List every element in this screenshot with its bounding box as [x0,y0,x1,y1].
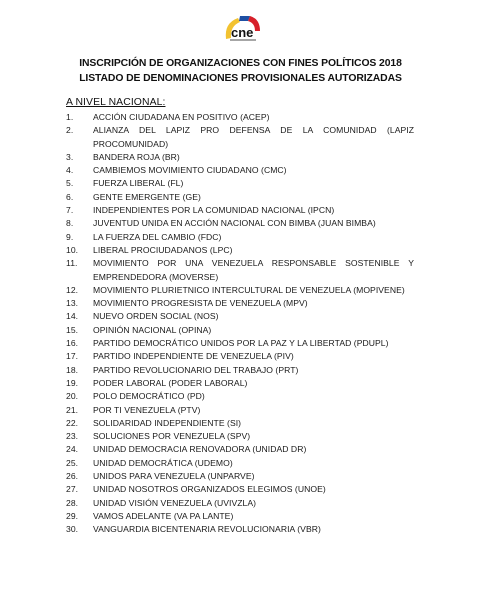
item-number: 4. [66,165,74,176]
list-item [66,111,414,124]
item-text: UNIDAD DEMOCRÁTICA (UDEMO) [93,457,233,468]
list-item [66,297,414,310]
item-text: PARTIDO INDEPENDIENTE DE VENEZUELA (PIV) [93,351,294,362]
list-item [66,244,414,257]
item-number: 1. [66,112,74,122]
item-text: OPINIÓN NACIONAL (OPINA) [93,324,212,335]
svg-text:cne: cne [231,25,254,40]
item-text: PARTIDO REVOLUCIONARIO DEL TRABAJO (PRT) [93,364,299,375]
item-text: UNIDAD NOSOTROS ORGANIZADOS ELEGIMOS (UNOE) [93,484,326,495]
item-number: 30. [66,524,79,535]
item-text: CAMBIEMOS MOVIMIENTO CIUDADANO (CMC) [93,165,287,176]
item-number: 29. [66,510,79,521]
list-item [66,457,414,470]
item-text: POR TI VENEZUELA (PTV) [93,404,201,415]
item-number: 3. [66,151,74,162]
item-number: 19. [66,377,79,388]
item-text: VAMOS ADELANTE (VA PA LANTE) [93,510,234,521]
item-text: NUEVO ORDEN SOCIAL (NOS) [93,311,219,322]
cne-logo-icon [222,13,264,51]
list-item [66,404,414,417]
section-title: A NIVEL NACIONAL: [66,97,166,108]
item-number: 28. [66,497,79,508]
item-text: SOLUCIONES POR VENEZUELA (SPV) [93,431,251,442]
item-text: VANGUARDIA BICENTENARIA REVOLUCIONARIA (VBR) [93,524,321,535]
item-text: PARTIDO DEMOCRÁTICO UNIDOS POR LA PAZ Y LA LIBERTAD (PDUPL) [93,338,389,349]
item-number: 12. [66,284,79,295]
item-text: ACCIÓN CIUDADANA EN POSITIVO (ACEP) [93,112,270,122]
list-item [66,417,414,430]
item-text: POLO DEMOCRÁTICO (PD) [93,391,205,402]
list-item [66,350,414,363]
item-number: 22. [66,417,79,428]
list-item [66,231,414,244]
item-text: GENTE EMERGENTE (GE) [93,191,201,202]
item-text: LIBERAL PROCIUDADANOS (LPC) [93,244,233,255]
list-item [66,523,414,536]
list-item [66,430,414,443]
item-number: 5. [66,178,74,189]
list-item [66,324,414,337]
item-number: 27. [66,484,79,495]
item-number: 9. [66,231,74,242]
item-number: 23. [66,431,79,442]
item-number: 20. [66,391,79,402]
list-item [66,204,414,217]
item-number: 7. [66,205,74,216]
item-number: 6. [66,191,74,202]
item-number: 21. [66,404,79,415]
list-item [66,257,414,284]
item-number: 24. [66,444,79,455]
item-number: 25. [66,457,79,468]
list-item [66,151,414,164]
item-number: 14. [66,311,79,322]
organizations-list [66,111,414,537]
item-text: MOVIMIENTO POR UNA VENEZUELA RESPONSABLE SOSTENIBLE Y EMPRENDEDORA (MOVERSE) [93,258,414,282]
item-text: JUVENTUD UNIDA EN ACCIÓN NACIONAL CON BIMBA (JUAN BIMBA) [93,218,376,229]
item-text: FUERZA LIBERAL (FL) [93,178,184,189]
item-number: 2. [66,125,74,136]
item-number: 18. [66,364,79,375]
list-item [66,177,414,190]
item-number: 15. [66,324,79,335]
list-item [66,284,414,297]
list-item [66,483,414,496]
item-text: BANDERA ROJA (BR) [93,151,180,162]
item-text: UNIDOS PARA VENEZUELA (UNPARVE) [93,471,255,482]
list-item [66,124,414,151]
list-item [66,443,414,456]
list-item [66,164,414,177]
item-number: 10. [66,244,79,255]
item-text: PODER LABORAL (PODER LABORAL) [93,377,248,388]
item-text: LA FUERZA DEL CAMBIO (FDC) [93,231,222,242]
item-number: 13. [66,298,79,309]
list-item [66,390,414,403]
list-item [66,310,414,323]
document-title: INSCRIPCIÓN DE ORGANIZACIONES CON FINES POLÍTICOS 2018 [79,58,402,69]
item-number: 17. [66,351,79,362]
item-text: ALIANZA DEL LAPIZ PRO DEFENSA DE LA COMUNIDAD (LAPIZ PROCOMUNIDAD) [93,125,414,149]
document-subtitle: LISTADO DE DENOMINACIONES PROVISIONALES AUTORIZADAS [79,73,402,84]
item-text: SOLIDARIDAD INDEPENDIENTE (SI) [93,417,242,428]
item-text: INDEPENDIENTES POR LA COMUNIDAD NACIONAL (IPCN) [93,205,335,216]
list-item [66,470,414,483]
list-item [66,364,414,377]
list-item [66,497,414,510]
list-item [66,337,414,350]
list-item [66,191,414,204]
item-number: 26. [66,471,79,482]
item-number: 16. [66,338,79,349]
list-item [66,217,414,230]
list-item [66,377,414,390]
list-item [66,510,414,523]
item-number: 8. [66,218,74,229]
item-number: 11. [66,258,78,269]
item-text: MOVIMIENTO PLURIETNICO INTERCULTURAL DE VENEZUELA (MOPIVENE) [93,284,405,295]
item-text: UNIDAD DEMOCRACIA RENOVADORA (UNIDAD DR) [93,444,307,455]
item-text: MOVIMIENTO PROGRESISTA DE VENEZUELA (MPV) [93,298,308,309]
item-text: UNIDAD VISIÓN VENEZUELA (UVIVZLA) [93,497,257,508]
